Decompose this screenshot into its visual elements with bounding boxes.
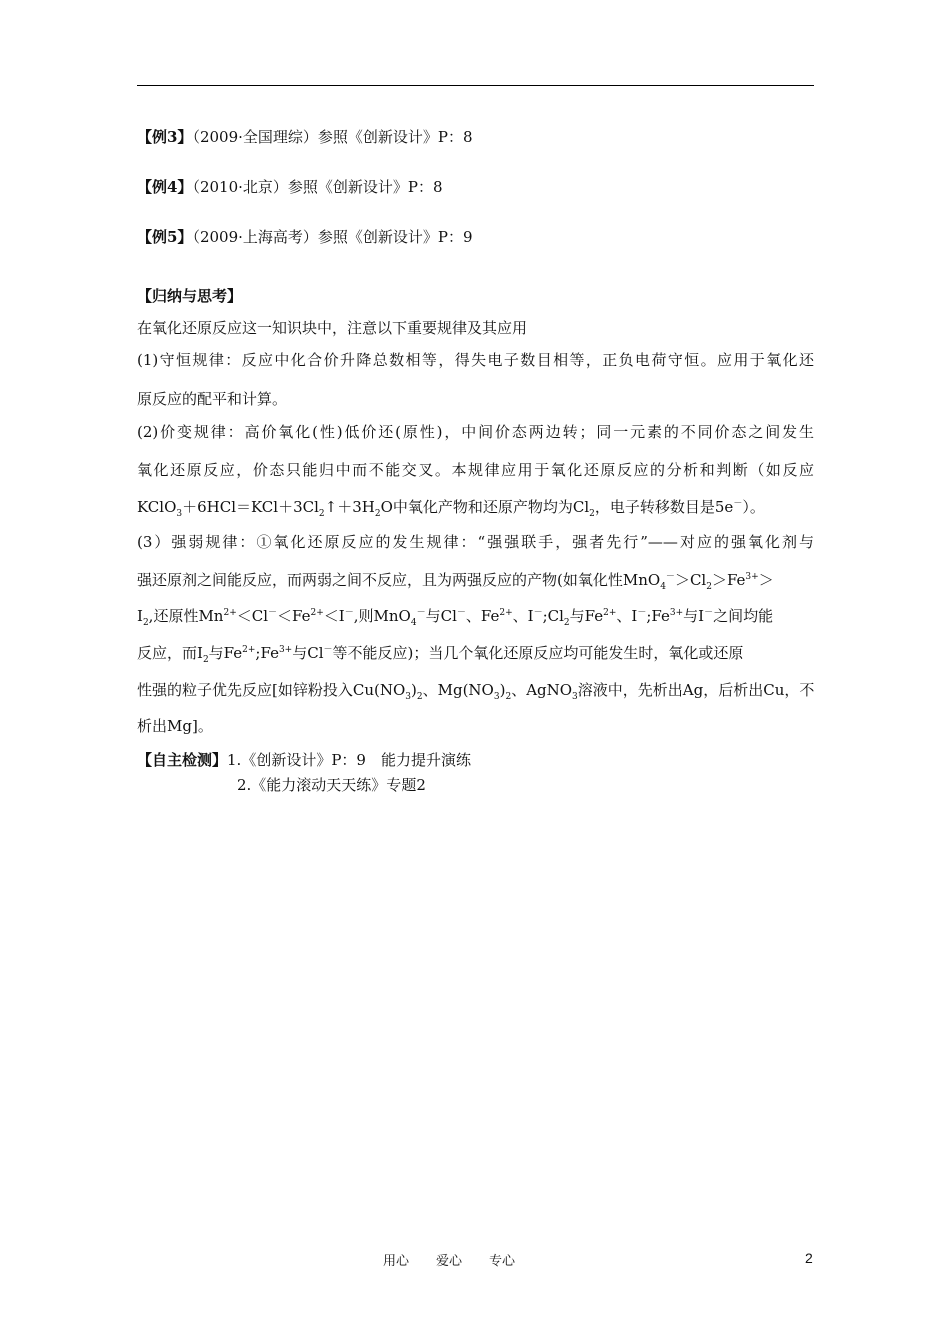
- summary-heading: 【归纳与思考】: [137, 287, 243, 305]
- rule-3-line-2: 强还原剂之间能反应，而两弱之间不反应，且为两强反应的产物(如氧化性$MnO_4^->Cl_2>Fe^{3+}>$: [137, 571, 774, 592]
- example-3: 【例3】（2009·全国理综）参照《创新设计》P：8: [137, 128, 473, 146]
- summary-intro: 在氧化还原反应这一知识块中，注意以下重要规律及其应用: [137, 319, 528, 337]
- page-number: 2: [805, 1250, 813, 1266]
- rule-1-line-2: 原反应的配平和计算。: [137, 390, 288, 408]
- rule-2-line-1: (2)价变规律：高价氧化(性)低价还(原性)，中间价态两边转；同一元素的不同价态之间发生: [137, 423, 814, 441]
- rule-2-line-2: 氧化还原反应，价态只能归中而不能交叉。本规律应用于氧化还原反应的分析和判断（如反应: [137, 461, 814, 479]
- example-5: 【例5】（2009·上海高考）参照《创新设计》P：9: [137, 228, 473, 246]
- header-rule: [137, 85, 814, 86]
- rule-3-line-3: $I_2$,还原性$Mn^{2+}<Cl^-<Fe^{2+}<I^-$,则MnO$_4$－与Cl－、$Fe^{2+}$、$I^-;Cl_2$与$Fe^{2+}$、$I^-;Fe^{3+}$与I－之间均能: [137, 607, 774, 628]
- rule-3-line-1: (3）强弱规律：①氧化还原反应的发生规律：“强强联手，强者先行”——对应的强氧化剂与: [137, 533, 814, 551]
- example-4: 【例4】（2010·北京）参照《创新设计》P：8: [137, 178, 443, 196]
- footer-motto-1: 用心: [383, 1254, 410, 1269]
- rule-1-line-1: (1)守恒规律：反应中化合价升降总数相等，得失电子数目相等，正负电荷守恒。应用于氧化还: [137, 351, 814, 369]
- rule-2-line-3: $KClO_3+6HCl=KCl+3Cl_2↑+3H_2O$中氧化产物和还原产物均为$Cl_2$，电子转移数目是5e－）。: [137, 498, 765, 519]
- self-test-item-1: 【自主检测】1.《创新设计》P：9 能力提升演练: [137, 751, 471, 769]
- rule-3-line-5: 性强的粒子优先反应[如锌粉投入$Cu(NO_3)_2$、$Mg(NO_3)_2$、AgNO$_3$溶液中，先析出Ag，后析出Cu，不: [137, 681, 815, 702]
- footer-motto-3: 专心: [489, 1254, 516, 1269]
- rule-3-line-6: 析出Mg]。: [137, 717, 213, 735]
- self-test-item-2: 2.《能力滚动天天练》专题2: [237, 776, 426, 794]
- rule-3-line-4: 反应，而$I_2$与$Fe^{2+};Fe^{3+}$与Cl－等不能反应)；当几个氧化还原反应均可能发生时，氧化或还原: [137, 644, 744, 665]
- footer-motto-2: 爱心: [436, 1254, 463, 1269]
- footer-motto: [383, 1250, 515, 1269]
